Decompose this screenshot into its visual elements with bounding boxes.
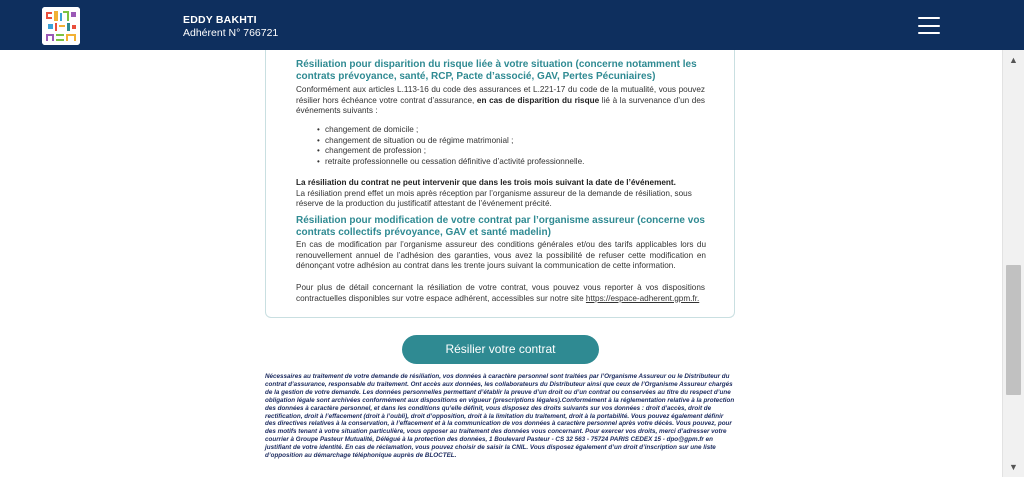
list-item: • retraite professionnelle ou cessation définitive d’activité professionnelle.	[319, 157, 584, 168]
scrollbar-thumb[interactable]	[1006, 265, 1021, 395]
section-contract-modification-title: Résiliation pour modification de votre contrat par l’organisme assureur (concerne vos contrats collectifs prévoyance, GAV et santé madelin)	[296, 215, 705, 238]
list-item: • changement de situation ou de régime matrimonial ;	[319, 136, 584, 147]
user-name: EDDY BAKHTI	[183, 14, 257, 26]
scroll-down-arrow-icon[interactable]: ▼	[1009, 462, 1018, 472]
section-risk-disappearance-title: Résiliation pour disparition du risque liée à votre situation (concerne notamment les contrats prévoyance, santé, RCP, Pacte d’associé, GAV, Pertes Pécuniaires)	[296, 59, 697, 82]
member-space-link[interactable]: https://espace-adherent.gpm.fr.	[585, 293, 700, 303]
section-contract-modification-text: En cas de modification par l’organisme assureur des conditions générales et/ou des tarifs applicables lors du renouvellement annuel de l’adhésion des garanties, vous avez la possibilité de refuser cette modification en dénonçant votre adhésion au contrat dans les trente jours suivant la communication de cette information.	[296, 240, 706, 270]
life-events-list	[319, 125, 584, 168]
gdpr-legal-notice: Nécessaires au traitement de votre demande de résiliation, vos données à caractère personnel sont traitées par l’Organisme Assureur ou le Distributeur du contrat d’assurance, responsable du traitement. Ont accès aux données, les collaborateurs du Distributeur ainsi que ceux de l’Organisme Assureur chargés de la gestion de votre demande. Les données personnelles permettant d’établir la preuve d’un droit ou d’un contrat ou conservées au titre du respect d’une obligation légale sont archivées conformément aux dispositions en vigueur (prescriptions légales).Conformément à la réglementation relative à la protection des données à caractère personnel, et dans les conditions qu’elle définit, vous disposez des droits suivants sur vos données : droit d’accès, droit de rectification, droit à l’effacement (droit à l’oubli), droit d’opposition, droit à la limitation du traitement, droit à la portabilité. Vous pouvez également définir des directives relatives à la conservation, à l’effacement et à la communication de vos données à caractère personnel après votre décès. Vous pouvez, pour des motifs tenant à votre situation particulière, vous opposer au traitement des données vous concernant. Pour exercer vos droits, merci d’adresser votre courrier à Groupe Pasteur Mutualité, Délégué à la protection des données, 1 Boulevard Pasteur - CS 32 563 - 75724 PARIS CEDEX 15 - dpo@gpm.fr en justifiant de votre identité. En cas de réclamation, vous pouvez choisir de saisir la CNIL. Vous disposez également d’un droit d’inscription sur une liste d’opposition au démarchage téléphonique auprès de BLOCTEL.	[265, 373, 735, 460]
list-item: • changement de domicile ;	[319, 125, 584, 136]
cancellation-delay-note: La résiliation du contrat ne peut intervenir que dans les trois mois suivant la date de l’événement. La résiliation prend effet un mois après réception par l’organisme assureur de la demande de résiliation, sous réserve de la production du justificatif attestant de l’événement précité.	[296, 178, 692, 208]
member-number: Adhérent N° 766721	[183, 27, 279, 39]
gpm-logo[interactable]	[42, 7, 80, 45]
app-header	[0, 0, 1024, 50]
main-content	[0, 50, 1002, 477]
section-risk-disappearance-intro: Conformément aux articles L.113-16 du code des assurances et L.221-17 du code de la mutualité, vous pouvez résilier hors échéance votre contrat d’assurance, en cas de disparition du risque lié à la survenance d’un des événements suivants :	[296, 85, 705, 115]
more-info-text: Pour plus de détail concernant la résiliation de votre contrat, vous pouvez vous reporter à vos dispositions contractuelles disponibles sur votre espace adhérent, accessibles sur notre site https://espace-adherent.gpm.fr.	[296, 283, 705, 303]
user-info	[183, 14, 278, 40]
cancel-contract-button[interactable]: Résilier votre contrat	[402, 335, 599, 364]
hamburger-menu-icon[interactable]	[918, 17, 940, 34]
scroll-up-arrow-icon[interactable]: ▲	[1009, 55, 1018, 65]
list-item: • changement de profession ;	[319, 146, 584, 157]
vertical-scrollbar[interactable]	[1002, 50, 1024, 477]
